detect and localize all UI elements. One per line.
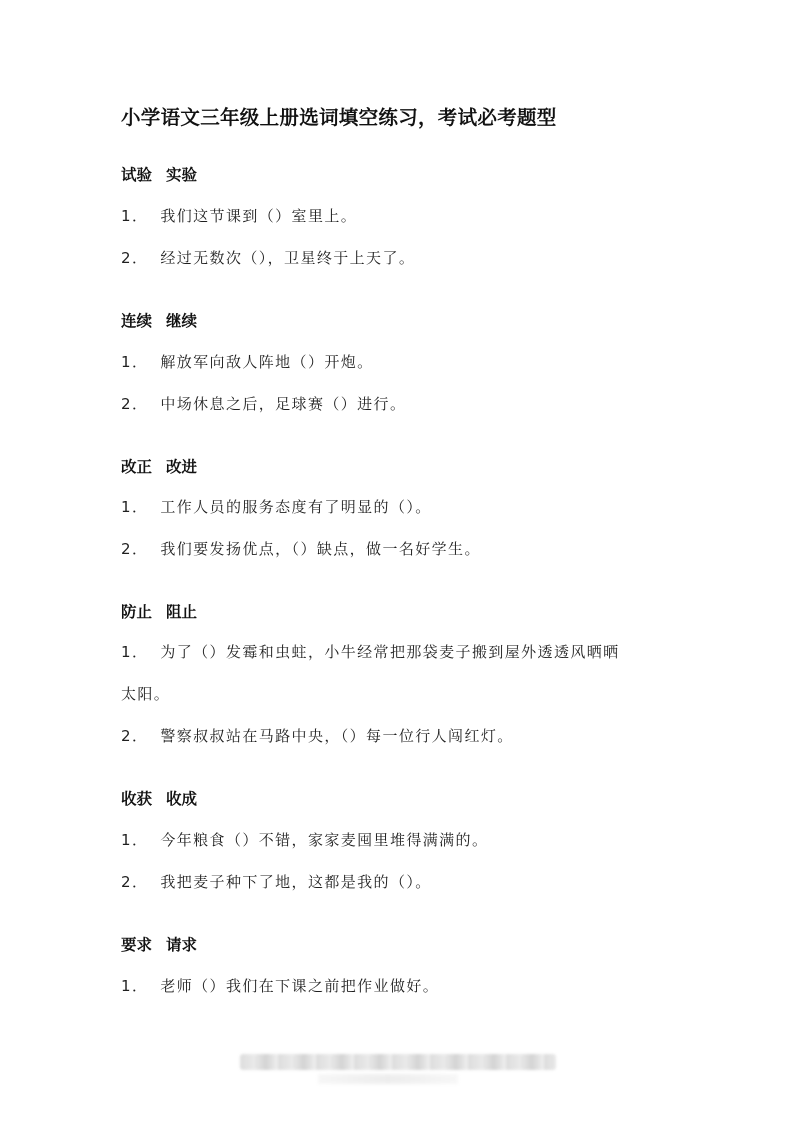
item-number: 1． — [121, 498, 149, 516]
item-text: 警察叔叔站在马路中央，（）每一位行人闯红灯。 — [160, 727, 514, 745]
blurred-footer-sub — [318, 1074, 458, 1084]
item-text: 我把麦子种下了地，这都是我的（）。 — [160, 873, 432, 891]
word-option: 实验 — [166, 166, 198, 184]
exercise-item — [121, 829, 488, 850]
item-text: 老师（）我们在下课之前把作业做好。 — [160, 977, 440, 995]
word-option: 继续 — [166, 312, 198, 330]
item-number: 1． — [121, 977, 149, 995]
word-option: 收获 — [121, 790, 153, 808]
item-number: 2． — [121, 249, 149, 267]
item-text: 经过无数次（），卫星终于上天了。 — [160, 249, 416, 267]
exercise-item — [121, 393, 406, 414]
word-option: 试验 — [121, 166, 153, 184]
item-text: 为了（）发霉和虫蛀，小牛经常把那袋麦子搬到屋外透透风晒晒 — [160, 643, 620, 661]
item-text: 我们要发扬优点，（）缺点，做一名好学生。 — [160, 540, 481, 558]
blurred-footer — [240, 1054, 556, 1070]
section-heading — [121, 309, 197, 331]
item-text: 解放军向敌人阵地（）开炮。 — [160, 353, 374, 371]
exercise-item-continuation — [121, 683, 170, 704]
word-option: 阻止 — [166, 603, 198, 621]
exercise-item — [121, 538, 481, 559]
section-heading — [121, 600, 197, 622]
word-option: 改正 — [121, 458, 153, 476]
item-number: 2． — [121, 727, 149, 745]
document-title: 小学语文三年级上册选词填空练习，考试必考题型 — [121, 106, 557, 129]
exercise-item — [121, 205, 357, 226]
section-heading — [121, 455, 197, 477]
word-option: 请求 — [166, 936, 198, 954]
exercise-item — [121, 725, 514, 746]
word-option: 收成 — [166, 790, 198, 808]
exercise-item — [121, 351, 374, 372]
item-text: 工作人员的服务态度有了明显的（）。 — [160, 498, 432, 516]
item-number: 2． — [121, 873, 149, 891]
exercise-item — [121, 871, 432, 892]
item-text: 中场休息之后，足球赛（）进行。 — [160, 395, 407, 413]
section-heading — [121, 787, 197, 809]
item-text: 今年粮食（）不错，家家麦囤里堆得满满的。 — [160, 831, 489, 849]
item-number: 1． — [121, 643, 149, 661]
item-number: 2． — [121, 395, 149, 413]
word-option: 连续 — [121, 312, 153, 330]
exercise-item — [121, 641, 620, 662]
exercise-item — [121, 247, 415, 268]
exercise-item — [121, 496, 432, 517]
word-option: 要求 — [121, 936, 153, 954]
exercise-item — [121, 975, 439, 996]
item-number: 1． — [121, 831, 149, 849]
item-number: 2． — [121, 540, 149, 558]
section-heading — [121, 933, 197, 955]
item-number: 1． — [121, 207, 149, 225]
item-text: 我们这节课到（）室里上。 — [160, 207, 358, 225]
item-number: 1． — [121, 353, 149, 371]
word-option: 改进 — [166, 458, 198, 476]
word-option: 防止 — [121, 603, 153, 621]
section-heading — [121, 163, 197, 185]
item-text: 太阳。 — [121, 685, 171, 703]
